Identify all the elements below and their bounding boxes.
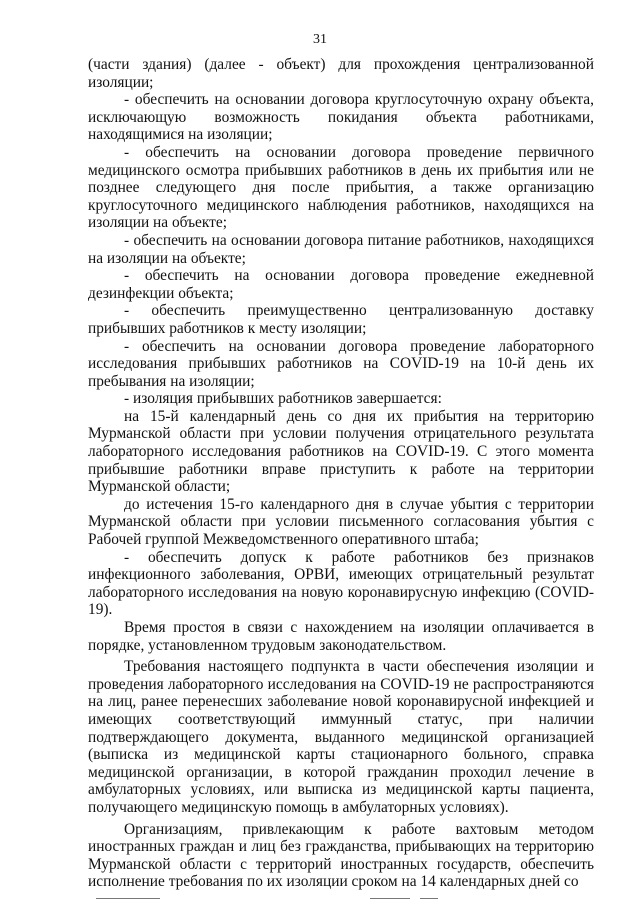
- paragraph-12: Время простоя в связи с нахождением на изоляции оплачивается в порядке, установленном трудовым законодательством.: [88, 619, 594, 654]
- paragraph-5: - обеспечить на основании договора проведение ежедневной дезинфекции объекта;: [88, 267, 594, 302]
- paragraph-2: - обеспечить на основании договора круглосуточную охрану объекта, исключающую возможность покидания объекта работниками, находящимися на изоляции;: [88, 91, 594, 144]
- paragraph-7: - обеспечить на основании договора проведение лабораторного исследования прибывших работников на COVID-19 на 10-й день их пребывания на изоляции;: [88, 337, 594, 390]
- paragraph-11: - обеспечить допуск к работе работников без признаков инфекционного заболевания, ОРВИ, имеющих отрицательный результат лабораторного исследования на новую коронавирусную инфекцию (COVID-19).: [88, 548, 594, 619]
- scan-footer-marks: [0, 893, 640, 905]
- paragraph-1: (части здания) (далее - объект) для прохождения централизованной изоляции;: [88, 56, 594, 91]
- paragraph-8: - изоляция прибывших работников завершается:: [124, 390, 442, 408]
- paragraph-10: до истечения 15-го календарного дня в случае убытия с территории Мурманской области при условии письменного согласования убытия с Рабочей группой Межведомственного оперативного штаба;: [88, 495, 594, 549]
- page-number: 31: [313, 32, 327, 47]
- paragraph-14: Организациям, привлекающим к работе вахтовым методом иностранных граждан и лиц без гражданства, прибывающих на территорию Мурманской области с территорий иностранных государств, обеспечить исполнение требования по их изоляции сроком на 14 календарных дней со: [88, 820, 594, 891]
- paragraph-13: Требования настоящего подпункта в части обеспечения изоляции и проведения лабораторного исследования на COVID-19 не распространяются на лиц, ранее перенесших заболевание новой коронавирусной инфекцией и имеющих соответствующий иммунный статус, при наличии подтверждающего документа, выданного медицинской организацией (выписка из медицинской карты стационарного больного, справка медицинской организации, в которой гражданин проходил лечение в амбулаторных условиях, или выписка из медицинской карты пациента, получающего медицинскую помощь в амбулаторных условиях).: [88, 658, 594, 816]
- paragraph-9: на 15-й календарный день со дня их прибытия на территорию Мурманской области при условии получения отрицательного результата лабораторного исследования работников на COVID-19. С этого момента прибывшие работники вправе приступить к работе на территории Мурманской области;: [88, 407, 594, 496]
- paragraph-6: - обеспечить преимущественно централизованную доставку прибывших работников к месту изоляции;: [88, 302, 594, 337]
- paragraph-4: - обеспечить на основании договора питание работников, находящихся на изоляции на объекте;: [88, 231, 594, 267]
- document-body: [88, 56, 594, 891]
- paragraph-3: - обеспечить на основании договора проведение первичного медицинского осмотра прибывших работников в день их прибытия или не позднее следующего дня после прибытия, а также организацию круглосуточного медицинского наблюдения работников, находящихся на изоляции на объекте;: [88, 143, 594, 232]
